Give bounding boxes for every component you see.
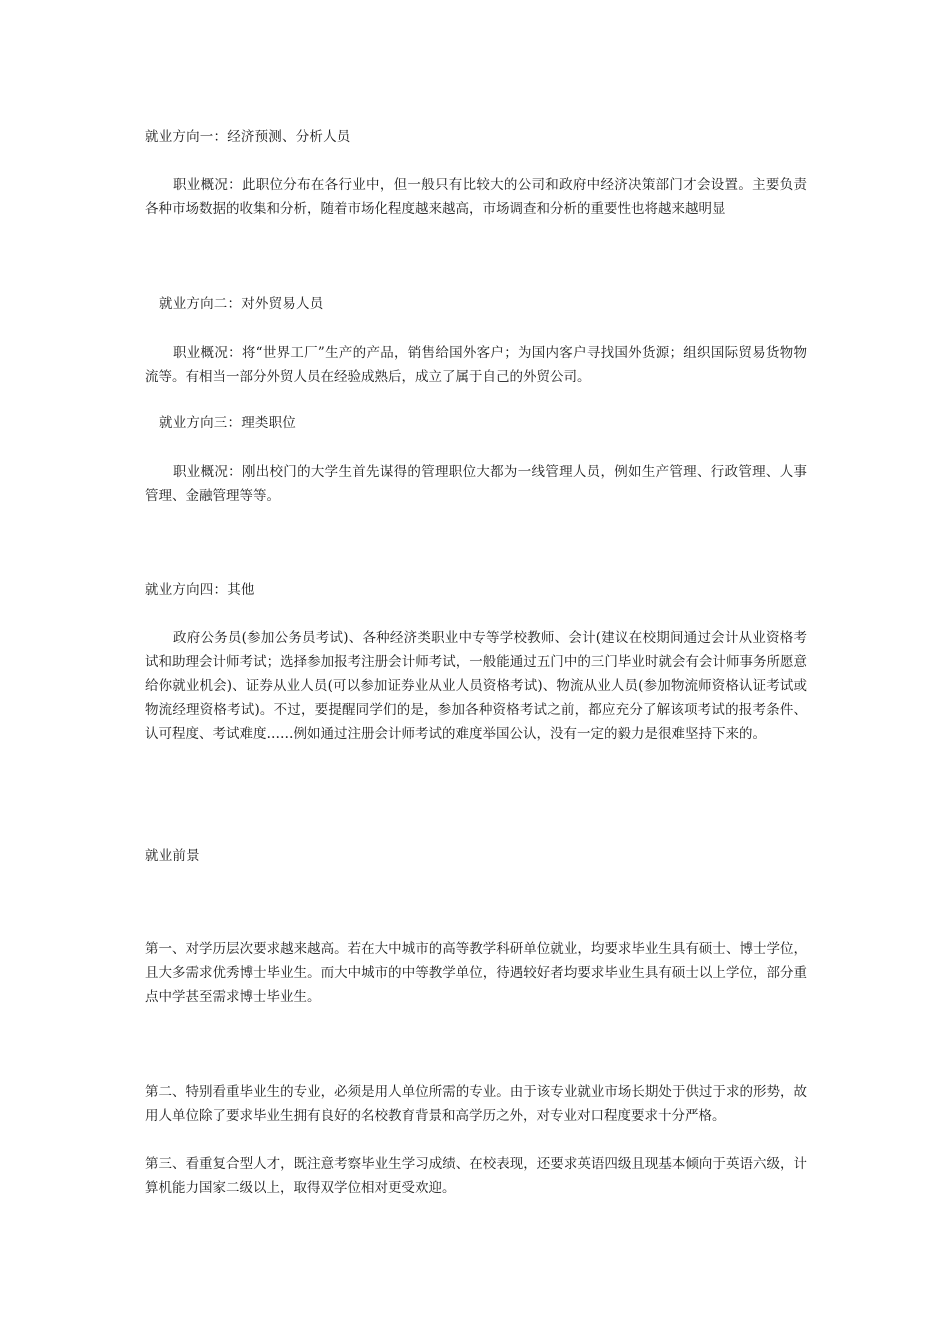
section-heading-4: 就业方向四：其他: [145, 582, 255, 598]
section-heading-2: 就业方向二：对外贸易人员: [159, 296, 324, 312]
section-body-1: 职业概况：此职位分布在各行业中，但一般只有比较大的公司和政府中经济决策部门才会设置。主要负责各种市场数据的收集和分析，随着市场化程度越来越高，市场调查和分析的重要性也将越来越明显: [145, 177, 807, 217]
prospect-point-3: 第三、看重复合型人才，既注意考察毕业生学习成绩、在校表现，还要求英语四级且现基本倾向于英语六级，计算机能力国家二级以上，取得双学位相对更受欢迎。: [145, 1156, 807, 1196]
section-body-2: 职业概况：将“世界工厂”生产的产品，销售给国外客户；为国内客户寻找国外货源；组织国际贸易货物物流等。有相当一部分外贸人员在经验成熟后，成立了属于自己的外贸公司。: [145, 345, 807, 385]
prospects-heading: 就业前景: [145, 848, 200, 864]
section-heading-3: 就业方向三：理类职位: [159, 415, 296, 431]
section-body-4: 政府公务员(参加公务员考试)、各种经济类职业中专等学校教师、会计(建议在校期间通过会计从业资格考试和助理会计师考试；选择参加报考注册会计师考试，一般能通过五门中的三门毕业时就会有会计师事务所愿意给你就业机会)、证券从业人员(可以参加证券业从业人员资格考试)、物流从业人员(参加物流师资格认证考试或物流经理资格考试)。不过，要提醒同学们的是，参加各种资格考试之前，都应充分了解该项考试的报考条件、认可程度、考试难度……例如通过注册会计师考试的难度举国公认，没有一定的毅力是很难坚持下来的。: [145, 630, 807, 742]
prospect-point-1: 第一、对学历层次要求越来越高。若在大中城市的高等教学科研单位就业，均要求毕业生具有硕士、博士学位，且大多需求优秀博士毕业生。而大中城市的中等教学单位，待遇较好者均要求毕业生具有硕士以上学位，部分重点中学甚至需求博士毕业生。: [145, 941, 807, 1005]
section-heading-1: 就业方向一：经济预测、分析人员: [145, 129, 351, 145]
section-body-3: 职业概况：刚出校门的大学生首先谋得的管理职位大都为一线管理人员，例如生产管理、行政管理、人事管理、金融管理等等。: [145, 464, 807, 504]
prospect-point-2: 第二、特别看重毕业生的专业，必须是用人单位所需的专业。由于该专业就业市场长期处于供过于求的形势，故用人单位除了要求毕业生拥有良好的名校教育背景和高学历之外，对专业对口程度要求十分严格。: [145, 1084, 807, 1124]
